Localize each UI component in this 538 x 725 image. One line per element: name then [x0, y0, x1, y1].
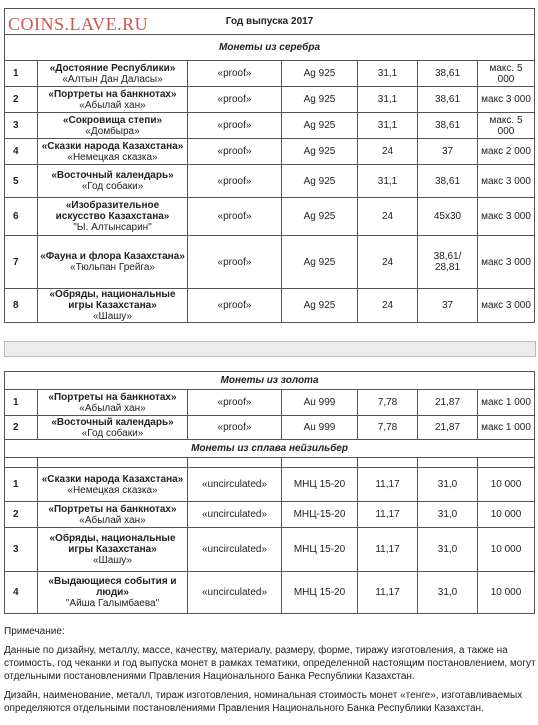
coin-mintage: макс 1 000 [478, 390, 535, 416]
table-row [5, 139, 535, 165]
coin-title: "Ы. Алтынсарин" [73, 222, 152, 233]
coin-title: «Год собаки» [81, 427, 144, 439]
coin-mintage: 10 000 [478, 468, 535, 502]
coin-weight: 7,78 [358, 416, 418, 440]
coin-diameter: 38,61 [418, 113, 478, 139]
coin-title: «Тюльпан Грейга» [70, 262, 155, 273]
coin-diameter: 38,61 [418, 165, 478, 198]
coin-diameter: 38,61 [418, 87, 478, 113]
coin-name [38, 61, 188, 87]
coin-title: «Абылай хан» [79, 514, 146, 526]
coin-diameter: 38,61/ 28,81 [418, 236, 478, 289]
coin-metal: МНЦ-15-20 [282, 502, 358, 528]
row-number: 8 [5, 289, 38, 323]
coin-quality: «proof» [188, 390, 282, 416]
coin-title: «Шашу» [93, 555, 132, 566]
coin-quality: «proof» [188, 289, 282, 323]
coin-name [38, 198, 188, 236]
coin-title: «Домбыра» [85, 125, 140, 137]
table-row [5, 87, 535, 113]
coin-weight: 31,1 [358, 165, 418, 198]
silver-rows [5, 61, 535, 323]
row-number: 6 [5, 198, 38, 236]
coin-series: «Восточный календарь» [51, 416, 174, 428]
coin-metal: МНЦ 15-20 [282, 572, 358, 614]
coin-mintage: макс 3 000 [478, 236, 535, 289]
coin-quality: «uncirculated» [188, 572, 282, 614]
coin-name [38, 528, 188, 572]
table-row [5, 416, 535, 440]
coin-quality: «proof» [188, 87, 282, 113]
silver-coins-table [4, 8, 535, 323]
coin-name [38, 87, 188, 113]
coin-mintage: макс 1 000 [478, 416, 535, 440]
coin-quality: «proof» [188, 236, 282, 289]
coin-mintage: макс 2 000 [478, 139, 535, 165]
coin-mintage: макс 3 000 [478, 165, 535, 198]
note-label: Примечание: [4, 626, 65, 637]
coin-weight: 31,1 [358, 61, 418, 87]
row-number: 5 [5, 165, 38, 198]
coin-quality: «proof» [188, 139, 282, 165]
year-title: Год выпуска 2017 [5, 9, 535, 35]
coin-series: «Достояние Республики» [49, 62, 176, 74]
row-number: 3 [5, 528, 38, 572]
coin-series: «Изобразительное искусство Казахстана» [55, 200, 170, 222]
gold-rows [5, 390, 535, 440]
coin-diameter: 31,0 [418, 468, 478, 502]
coin-name [38, 502, 188, 528]
note-p1-line3: отдельными постановлениями Правления Национального Банка Республики Казахстан. [4, 671, 415, 682]
coin-mintage: макс 3 000 [478, 289, 535, 323]
note-p2-line2: определяются отдельными постановлениями Правления Национального Банка Республики Казахстан. [4, 703, 484, 714]
table-row [5, 113, 535, 139]
coin-metal: Ag 925 [282, 113, 358, 139]
coin-metal: Au 999 [282, 390, 358, 416]
coin-diameter: 21,87 [418, 416, 478, 440]
coin-name [38, 236, 188, 289]
coin-metal: МНЦ 15-20 [282, 468, 358, 502]
nickel-section-title: Монеты из сплава нейзильбер [5, 440, 535, 458]
row-number: 1 [5, 61, 38, 87]
coin-quality: «proof» [188, 416, 282, 440]
coin-name [38, 289, 188, 323]
coin-quality: «proof» [188, 61, 282, 87]
spacer-row [5, 458, 535, 468]
coin-weight: 31,1 [358, 113, 418, 139]
table-row [5, 198, 535, 236]
coin-mintage: макс 3 000 [478, 87, 535, 113]
coin-title: «Абылай хан» [79, 402, 146, 414]
table-row [5, 572, 535, 614]
coin-name [38, 165, 188, 198]
nickel-rows [5, 468, 535, 614]
coin-title: «Шашу» [93, 311, 132, 322]
coin-mintage: макс. 5 000 [478, 61, 535, 87]
coin-metal: Ag 925 [282, 61, 358, 87]
table-row [5, 61, 535, 87]
coin-diameter: 31,0 [418, 572, 478, 614]
coin-quality: «uncirculated» [188, 468, 282, 502]
coin-metal: Ag 925 [282, 165, 358, 198]
coin-weight: 31,1 [358, 87, 418, 113]
coin-name [38, 113, 188, 139]
coin-title: «Алтын Дан Даласы» [62, 73, 163, 85]
coin-weight: 24 [358, 139, 418, 165]
coin-weight: 24 [358, 236, 418, 289]
coin-title: "Айша Галымбаева" [65, 598, 160, 609]
note-p2-line1: Дизайн, наименование, металл, тираж изготовления, номинальная стоимость монет «тенге», изготавливаемых [4, 690, 523, 701]
table-row [5, 528, 535, 572]
coin-mintage: 10 000 [478, 528, 535, 572]
coin-weight: 11,17 [358, 502, 418, 528]
coin-weight: 11,17 [358, 528, 418, 572]
coin-title: «Абылай хан» [79, 99, 146, 111]
table-row [5, 390, 535, 416]
coin-mintage: 10 000 [478, 502, 535, 528]
coin-diameter: 37 [418, 289, 478, 323]
coin-title: «Немецкая сказка» [67, 151, 158, 163]
coin-title: «Немецкая сказка» [67, 484, 158, 496]
coin-quality: «uncirculated» [188, 528, 282, 572]
coin-diameter: 37 [418, 139, 478, 165]
note-p1-line2: стоимость, год чеканки и год выпуска монет в рамках тематики, определенной настоящим постановлением, могут [4, 658, 536, 669]
row-number: 1 [5, 468, 38, 502]
coin-diameter: 21,87 [418, 390, 478, 416]
coin-diameter: 38,61 [418, 61, 478, 87]
coin-name [38, 139, 188, 165]
watermark: COINS.LAVE.RU [8, 14, 149, 34]
coin-quality: «proof» [188, 113, 282, 139]
row-number: 3 [5, 113, 38, 139]
coin-series: «Сказки народа Казахстана» [41, 473, 184, 485]
table-row [5, 165, 535, 198]
row-number: 2 [5, 502, 38, 528]
coin-metal: Ag 925 [282, 236, 358, 289]
coin-series: «Фауна и флора Казахстана» [40, 251, 185, 262]
gold-section-title: Монеты из золота [5, 372, 535, 390]
coin-title: «Год собаки» [81, 181, 144, 192]
gold-nickel-coins-table [4, 371, 535, 614]
coin-diameter: 31,0 [418, 502, 478, 528]
table-row [5, 236, 535, 289]
coin-quality: «uncirculated» [188, 502, 282, 528]
coin-series: «Портреты на банкнотах» [48, 503, 177, 515]
coin-diameter: 31,0 [418, 528, 478, 572]
coin-weight: 7,78 [358, 390, 418, 416]
coin-metal: Ag 925 [282, 289, 358, 323]
row-number: 4 [5, 139, 38, 165]
coin-weight: 24 [358, 289, 418, 323]
coin-series: «Сказки народа Казахстана» [41, 140, 184, 152]
coin-weight: 24 [358, 198, 418, 236]
coin-series: «Обряды, национальные игры Казахстана» [49, 289, 176, 311]
row-number: 2 [5, 87, 38, 113]
coin-name [38, 468, 188, 502]
coin-mintage: макс 3 000 [478, 198, 535, 236]
coin-metal: Ag 925 [282, 139, 358, 165]
row-number: 1 [5, 390, 38, 416]
row-number: 7 [5, 236, 38, 289]
coin-quality: «proof» [188, 165, 282, 198]
coin-series: «Выдающиеся события и люди» [48, 576, 177, 598]
table-gap [4, 341, 536, 357]
coin-name [38, 390, 188, 416]
coin-metal: Ag 925 [282, 87, 358, 113]
row-number: 2 [5, 416, 38, 440]
coin-diameter: 45x30 [418, 198, 478, 236]
coin-weight: 11,17 [358, 572, 418, 614]
coin-name [38, 416, 188, 440]
note-p1-line1: Данные по дизайну, металлу, массе, качеству, материалу, размеру, форме, тиражу изготовления, а также на [4, 645, 508, 656]
coin-series: «Портреты на банкнотах» [48, 88, 177, 100]
coin-metal: МНЦ 15-20 [282, 528, 358, 572]
coin-metal: Ag 925 [282, 198, 358, 236]
table-row [5, 502, 535, 528]
table-row [5, 468, 535, 502]
coin-metal: Au 999 [282, 416, 358, 440]
coin-weight: 11,17 [358, 468, 418, 502]
coin-series: «Восточный календарь» [51, 170, 174, 181]
coin-name [38, 572, 188, 614]
silver-section-title: Монеты из серебра [5, 35, 535, 61]
row-number: 4 [5, 572, 38, 614]
coin-mintage: 10 000 [478, 572, 535, 614]
coin-quality: «proof» [188, 198, 282, 236]
table-row [5, 289, 535, 323]
coin-mintage: макс. 5 000 [478, 113, 535, 139]
coin-series: «Обряды, национальные игры Казахстана» [49, 533, 176, 555]
coin-series: «Портреты на банкнотах» [48, 391, 177, 403]
coin-series: «Сокровища степи» [62, 114, 163, 126]
